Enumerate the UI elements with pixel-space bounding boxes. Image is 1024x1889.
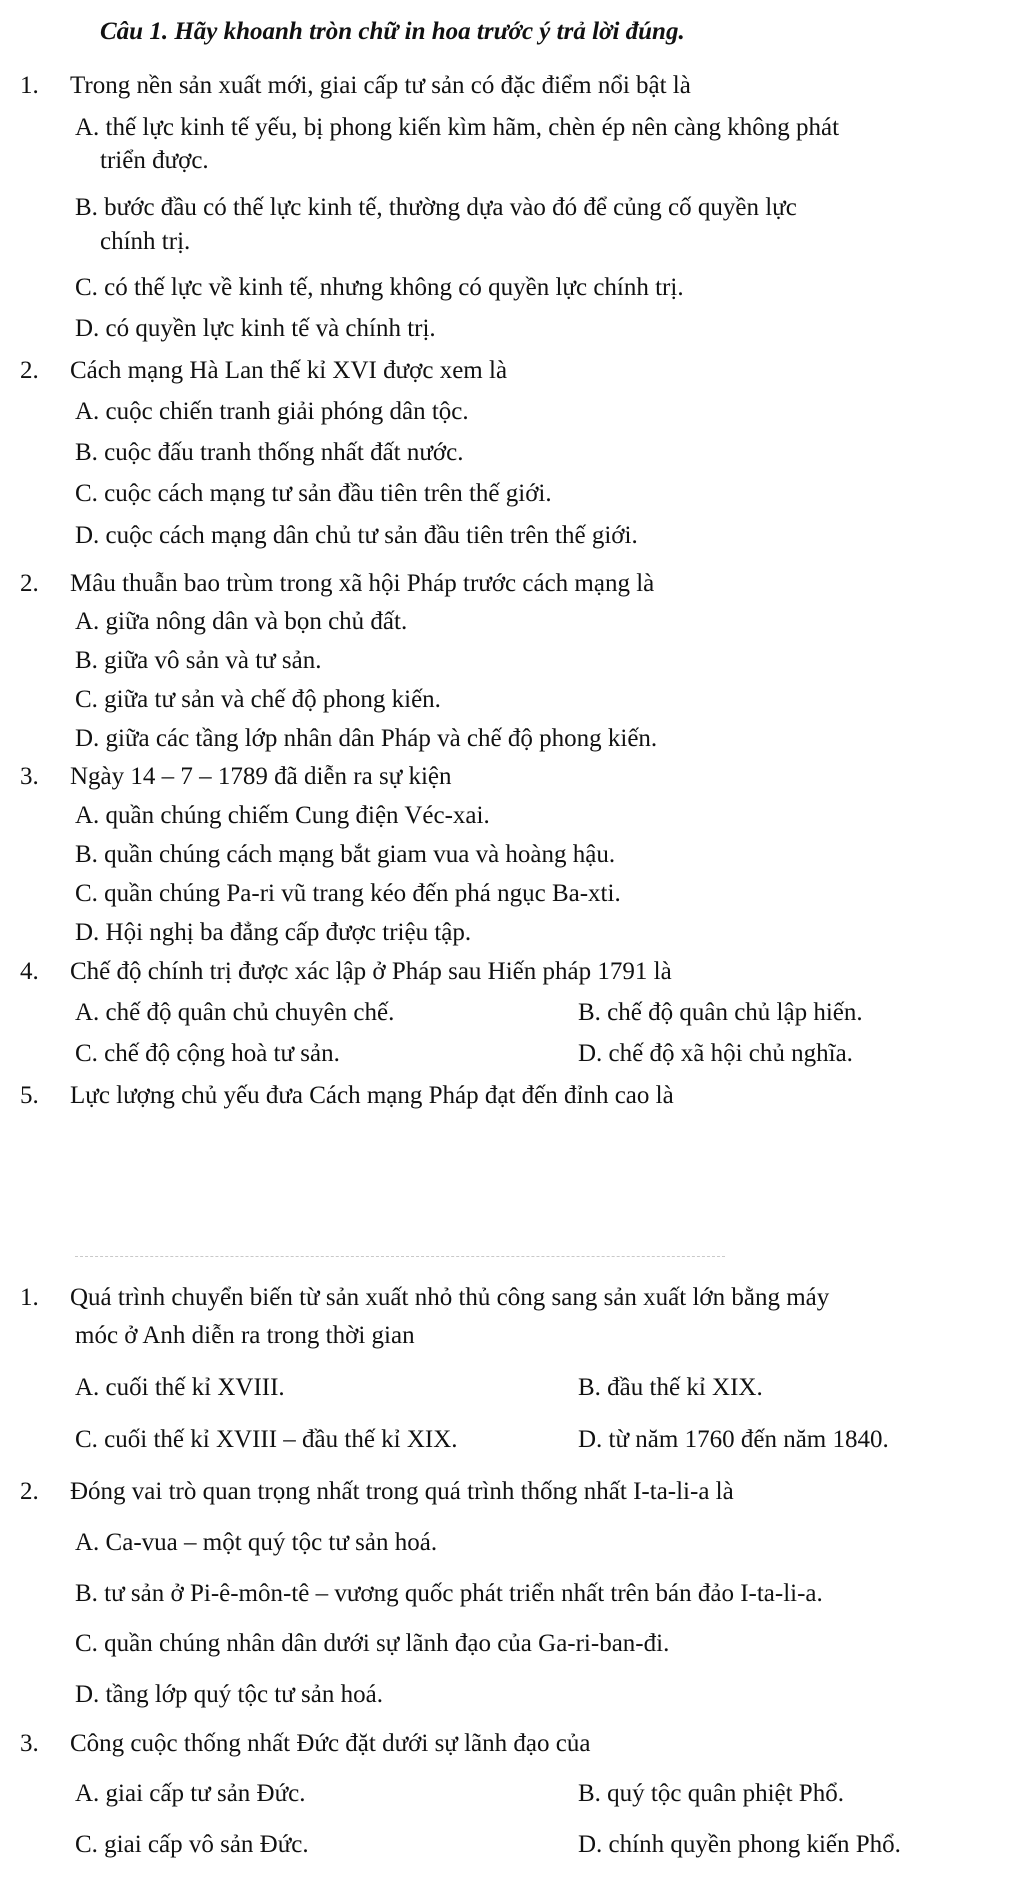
answer-option[interactable]: C. giai cấp vô sản Đức. [75, 1831, 309, 1858]
question-text: Trong nền sản xuất mới, giai cấp tư sản có đặc điểm nổi bật là [70, 72, 691, 99]
answer-option[interactable]: C. quần chúng Pa-ri vũ trang kéo đến phá ngục Ba-xti. [75, 880, 621, 907]
answer-option[interactable]: C. giữa tư sản và chế độ phong kiến. [75, 686, 441, 713]
answer-option[interactable]: D. từ năm 1760 đến năm 1840. [578, 1426, 889, 1453]
answer-option[interactable]: D. giữa các tầng lớp nhân dân Pháp và chế độ phong kiến. [75, 725, 658, 752]
answer-option[interactable]: D. chế độ xã hội chủ nghĩa. [578, 1040, 853, 1067]
answer-option-continuation: triển được. [100, 147, 209, 174]
question-number: 1. [20, 72, 39, 99]
answer-option[interactable]: D. chính quyền phong kiến Phổ. [578, 1831, 901, 1858]
question-text: Ngày 14 – 7 – 1789 đã diễn ra sự kiện [70, 763, 452, 790]
question [20, 568, 654, 600]
answer-option[interactable]: D. có quyền lực kinh tế và chính trị. [75, 315, 436, 342]
answer-option[interactable]: A. giai cấp tư sản Đức. [75, 1780, 306, 1807]
answer-option[interactable]: A. thế lực kinh tế yếu, bị phong kiến kìm hãm, chèn ép nên càng không phát [75, 114, 840, 141]
question-number: 1. [20, 1284, 39, 1311]
question-text: Mâu thuẫn bao trùm trong xã hội Pháp trước cách mạng là [70, 570, 655, 597]
answer-option[interactable]: C. có thế lực về kinh tế, nhưng không có quyền lực chính trị. [75, 274, 684, 301]
section-heading: Câu 1. Hãy khoanh tròn chữ in hoa trước ý trả lời đúng. [100, 18, 685, 45]
answer-option[interactable]: A. cuối thế kỉ XVIII. [75, 1374, 285, 1401]
question-number: 4. [20, 958, 39, 985]
question-number: 5. [20, 1082, 39, 1109]
question [20, 1728, 590, 1760]
question-text: Đóng vai trò quan trọng nhất trong quá trình thống nhất I-ta-li-a là [70, 1478, 734, 1505]
page-crop-divider [75, 1256, 725, 1257]
answer-option[interactable]: A. Ca-vua – một quý tộc tư sản hoá. [75, 1529, 438, 1556]
question [20, 956, 672, 988]
question [20, 1476, 734, 1508]
answer-option[interactable]: B. chế độ quân chủ lập hiến. [578, 999, 863, 1026]
question [20, 1080, 674, 1112]
question [20, 761, 452, 793]
question-text: Chế độ chính trị được xác lập ở Pháp sau Hiến pháp 1791 là [70, 958, 672, 985]
answer-option[interactable]: A. giữa nông dân và bọn chủ đất. [75, 608, 408, 635]
question [20, 70, 691, 102]
question-number: 3. [20, 763, 39, 790]
answer-option[interactable]: C. cuối thế kỉ XVIII – đầu thế kỉ XIX. [75, 1426, 458, 1453]
answer-option[interactable]: C. cuộc cách mạng tư sản đầu tiên trên thế giới. [75, 480, 552, 507]
answer-option[interactable]: D. cuộc cách mạng dân chủ tư sản đầu tiên trên thế giới. [75, 522, 638, 549]
answer-option[interactable]: C. chế độ cộng hoà tư sản. [75, 1040, 340, 1067]
answer-option[interactable]: B. đầu thế kỉ XIX. [578, 1374, 763, 1401]
question-number: 2. [20, 570, 39, 597]
question-text: Quá trình chuyển biến từ sản xuất nhỏ thủ công sang sản xuất lớn bằng máy [70, 1284, 830, 1311]
question-text: Lực lượng chủ yếu đưa Cách mạng Pháp đạt đến đỉnh cao là [70, 1082, 674, 1109]
question-number: 2. [20, 1478, 39, 1505]
question [20, 1282, 829, 1314]
question-text-continuation: móc ở Anh diễn ra trong thời gian [75, 1322, 415, 1349]
answer-option[interactable]: B. tư sản ở Pi-ê-môn-tê – vương quốc phát triển nhất trên bán đảo I-ta-li-a. [75, 1580, 823, 1607]
answer-option-continuation: chính trị. [100, 228, 191, 255]
answer-option[interactable]: A. quần chúng chiếm Cung điện Véc-xai. [75, 802, 490, 829]
answer-option[interactable]: D. Hội nghị ba đẳng cấp được triệu tập. [75, 919, 472, 946]
answer-option[interactable]: B. giữa vô sản và tư sản. [75, 647, 322, 674]
answer-option[interactable]: B. quần chúng cách mạng bắt giam vua và hoàng hậu. [75, 841, 616, 868]
answer-option[interactable]: A. chế độ quân chủ chuyên chế. [75, 999, 395, 1026]
answer-option[interactable]: B. bước đầu có thế lực kinh tế, thường dựa vào đó để củng cố quyền lực [75, 194, 797, 221]
question-text: Cách mạng Hà Lan thế kỉ XVI được xem là [70, 357, 508, 384]
question [20, 355, 507, 387]
answer-option[interactable]: A. cuộc chiến tranh giải phóng dân tộc. [75, 398, 469, 425]
answer-option[interactable]: B. cuộc đấu tranh thống nhất đất nước. [75, 439, 464, 466]
answer-option[interactable]: B. quý tộc quân phiệt Phổ. [578, 1780, 844, 1807]
question-text: Công cuộc thống nhất Đức đặt dưới sự lãnh đạo của [70, 1730, 591, 1757]
answer-option[interactable]: C. quần chúng nhân dân dưới sự lãnh đạo của Ga-ri-ban-đi. [75, 1630, 670, 1657]
answer-option[interactable]: D. tầng lớp quý tộc tư sản hoá. [75, 1681, 383, 1708]
question-number: 3. [20, 1730, 39, 1757]
question-number: 2. [20, 357, 39, 384]
